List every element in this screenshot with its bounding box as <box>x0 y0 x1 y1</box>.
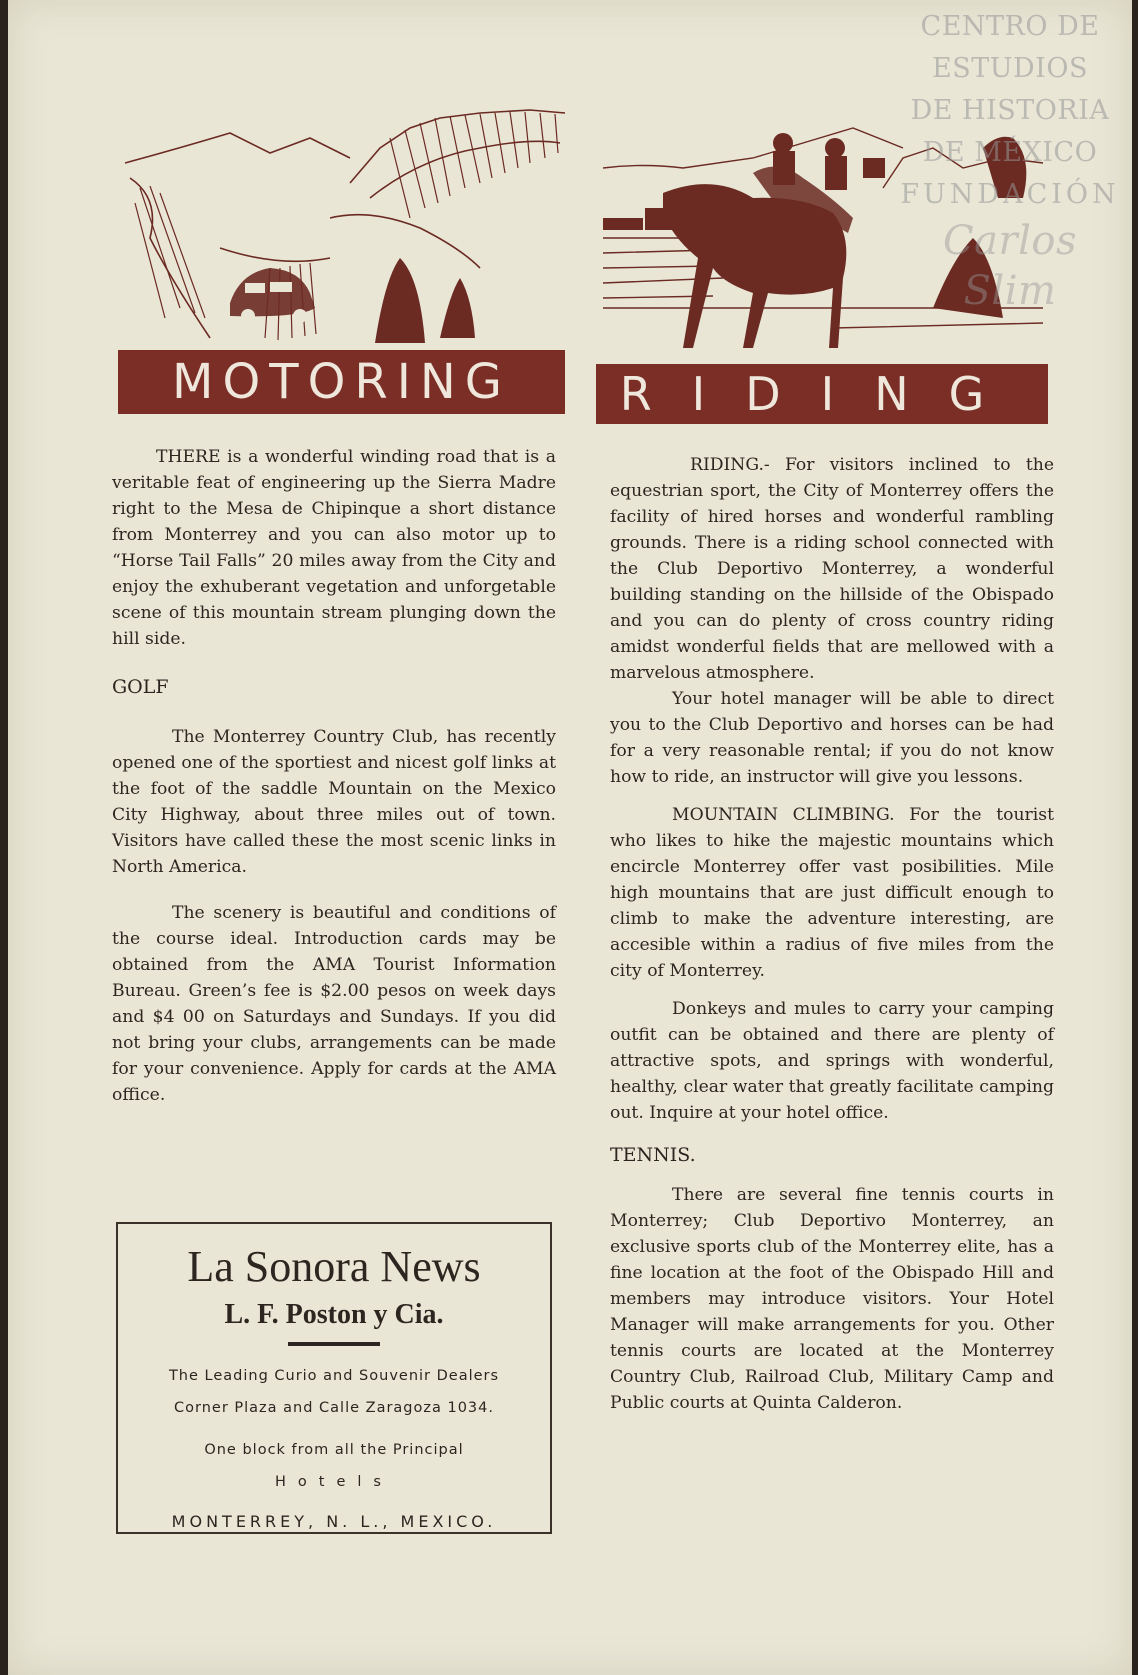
la-sonora-news-ad <box>116 1222 552 1534</box>
riding-paragraph-2: Your hotel manager will be able to direct you to the Club Deportivo and horses can be had for a very reasonable rental; if you do not know how to ride, an instructor will give you lessons. <box>610 689 1054 787</box>
golf-paragraph-1: The Monterrey Country Club, has recently opened one of the sportiest and nicest golf links at the foot of the saddle Mountain on the Mexico City Highway, about three miles out of town. Visitors have called these the most scenic links in North America. <box>112 727 556 877</box>
golf-heading: GOLF <box>112 676 169 698</box>
left-column <box>112 444 556 1108</box>
ad-line-2: Corner Plaza and Calle Zaragoza 1034. <box>174 1400 494 1416</box>
right-column <box>610 452 1054 1416</box>
archive-watermark <box>900 6 1120 316</box>
watermark-line-3: DE HISTORIA <box>910 95 1110 126</box>
riding-paragraph: RIDING.- For visitors inclined to the equestrian sport, the City of Monterrey offers the facility of hired horses and wonderful rambling grounds. There is a riding school connected with the Club Deportivo Monterrey, a wonderful building standing on the hillside of the Obispado and you can do plenty of cross country riding amidst wonderful fields that are mellowed with a marvelous atmosphere. <box>610 455 1054 683</box>
ad-title: La Sonora News <box>187 1242 481 1291</box>
golf-paragraph-2: The scenery is beautiful and conditions of the course ideal. Introduction cards may be obtained from the AMA Tourist Information Bureau. Green’s fee is $2.00 pesos on week days and $4 00 on Saturdays and Sundays. If you did not bring your clubs, arrangements can be made for your convenience. Apply for cards at the AMA office. <box>112 903 556 1105</box>
ad-subtitle: L. F. Poston y Cia. <box>224 1299 444 1330</box>
watermark-signature: Carlos Slim <box>943 218 1077 314</box>
watermark-line-1: CENTRO DE <box>920 11 1100 42</box>
donkeys-paragraph: Donkeys and mules to carry your camping outfit can be obtained and there are plenty of attractive spots, and springs with wonderful, healthy, clear water that greatly facilitate camping out. Inquire at your hotel office. <box>610 999 1054 1123</box>
mountain-climbing-paragraph: MOUNTAIN CLIMBING. For the tourist who likes to hike the majestic mountains which encircle Monterrey offer vast posibilities. Mile high mountains that are just difficult enough to climb to make the adventure interesting, are accesible within a radius of five miles from the city of Monterrey. <box>610 805 1054 981</box>
motoring-banner <box>118 350 565 414</box>
document-page <box>8 0 1132 1675</box>
motoring-paragraph: THERE is a wonderful winding road that is a veritable feat of engineering up the Sierra Madre right to the Mesa de Chipinque a short distance from Monterrey and you can also motor up to “Horse Tail Falls” 20 miles away from the City and enjoy the exhuberant vegetation and unforgetable scene of this mountain stream plunging down the hill side. <box>112 447 556 649</box>
riding-banner-text: RIDING <box>619 367 1025 421</box>
ad-line-1: The Leading Curio and Souvenir Dealers <box>168 1368 500 1384</box>
ad-divider <box>288 1342 380 1346</box>
motoring-banner-text: MOTORING <box>172 354 511 410</box>
ad-footer: MONTERREY, N. L., MEXICO. <box>171 1512 497 1531</box>
ad-line-4: Hotels <box>275 1474 393 1490</box>
watermark-line-2: ESTUDIOS <box>932 53 1088 84</box>
watermark-line-5: FUNDACIÓN <box>900 179 1120 210</box>
tennis-heading: TENNIS. <box>610 1144 696 1166</box>
watermark-line-4: DE MÉXICO <box>922 137 1098 168</box>
tennis-paragraph: There are several fine tennis courts in Monterrey; Club Deportivo Monterrey, an exclusive sports club of the Monterrey elite, has a fine location at the foot of the Obispado Hill and members may introduce visitors. Your Hotel Manager will make arrangements for you. Other tennis courts are located at the Monterrey Country Club, Railroad Club, Military Camp and Public courts at Quinta Calderon. <box>610 1185 1054 1413</box>
riding-banner <box>596 364 1048 424</box>
motoring-illustration <box>120 108 570 358</box>
ad-line-3: One block from all the Principal <box>204 1442 464 1458</box>
